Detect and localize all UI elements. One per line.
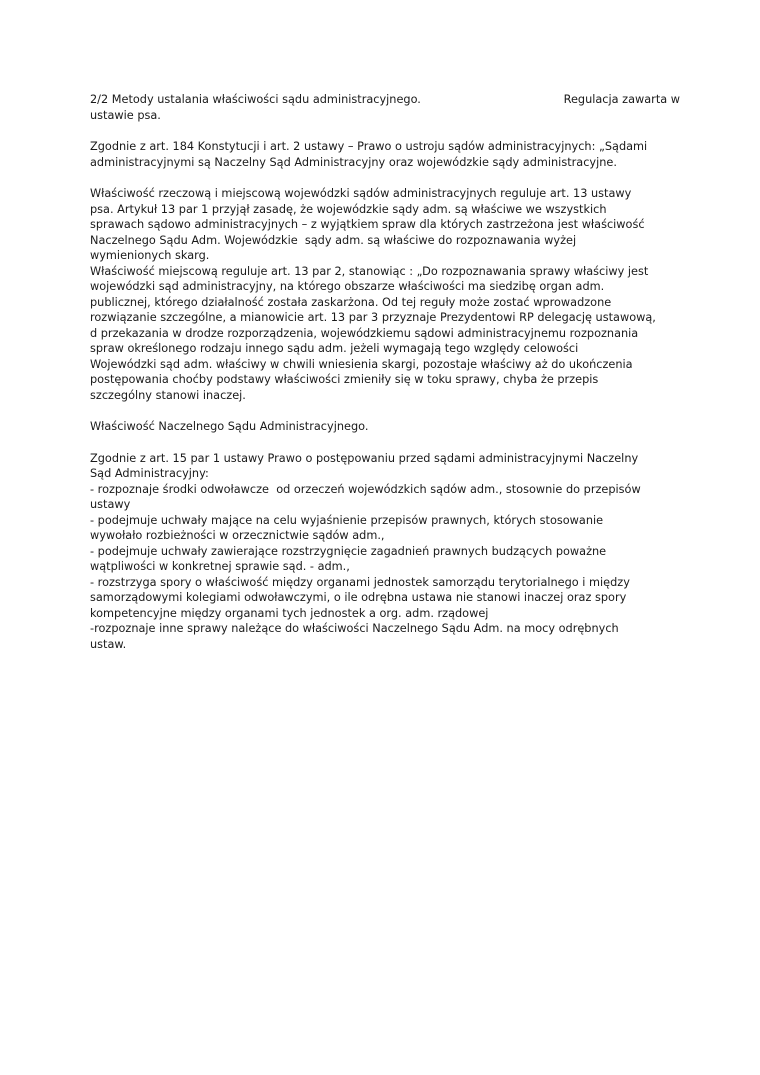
paragraph-jurisdiction [90,186,680,403]
text-line: wojewódzki sąd administracyjny, na którego obszarze właściwości ma siedzibę organ adm. [90,280,605,293]
text-line: wywołało rozbieżności w orzecznictwie sądów adm., [90,529,385,542]
text-line: samorządowymi kolegiami odwoławczymi, o ile odrębna ustawa nie stanowi inaczej oraz spory [90,591,627,604]
text-line: Właściwość rzeczową i miejscową wojewódzki sądów administracyjnych reguluje art. 13 ustawy [90,187,632,200]
text-line: rozwiązanie szczególne, a mianowicie art. 13 par 3 przyznaje Prezydentowi RP delegację ustawową, [90,311,656,324]
text-line: Sąd Administracyjny: [90,467,209,480]
text-line: Właściwość miejscową reguluje art. 13 par 2, stanowiąc : „Do rozpoznawania sprawy właściwy jest [90,264,649,278]
list-item: - rozstrzyga spory o właściwość między organami jednostek samorządu terytorialnego i między [90,575,630,589]
heading-line-2: ustawie psa. [90,108,161,122]
text-line: spraw określonego rodzaju innego sądu adm. jeżeli wymagają tego względy celowości [90,342,579,355]
text-line: Zgodnie z art. 184 Konstytucji i art. 2 ustawy – Prawo o ustroju sądów administracyjnych: „Sądami [90,140,648,153]
text-line: administracyjnymi są Naczelny Sąd Administracyjny oraz wojewódzkie sądy administracyjne. [90,155,617,169]
text-line: wymienionych skarg. [90,249,210,262]
text-line: psa. Artykuł 13 par 1 przyjął zasadę, że wojewódzkie sądy adm. są właściwe we wszystkich [90,202,607,216]
text-line: publicznej, którego działalność została zaskarżona. Od tej reguły może zostać wprowadzone [90,295,612,309]
text-line: d przekazania w drodze rozporządzenia, wojewódzkiemu sądowi administracyjnemu rozpoznania [90,326,639,340]
text-line: Naczelnego Sądu Adm. Wojewódzkie sądy adm. są właściwe do rozpoznawania wyżej [90,233,577,247]
text-line: sprawach sądowo administracyjnych – z wyjątkiem spraw dla których zastrzeżona jest właściwość [90,218,645,231]
text-line: kompetencyjne między organami tych jednostek a org. adm. rządowej [90,606,489,620]
heading-line-1 [90,92,680,108]
list-item: - podejmuje uchwały mające na celu wyjaśnienie przepisów prawnych, których stosowanie [90,513,604,527]
document-page [90,92,680,652]
section-title: Właściwość Naczelnego Sądu Administracyjnego. [90,420,369,433]
list-item: -rozpoznaje inne sprawy należące do właściwości Naczelnego Sądu Adm. na mocy odrębnych [90,622,619,635]
text-line: Zgodnie z art. 15 par 1 ustawy Prawo o postępowaniu przed sądami administracyjnymi Naczelny [90,451,639,465]
text-line: postępowania choćby podstawy właściwości zmieniły się w toku sprawy, chyba że przepis [90,373,599,386]
text-line: ustaw. [90,637,127,651]
heading-title: 2/2 Metody ustalania właściwości sądu administracyjnego. [90,93,421,106]
text-line: szczególny stanowi inaczej. [90,388,246,402]
text-line: wątpliwości w konkretnej sprawie sąd. - adm., [90,560,350,573]
text-line: Wojewódzki sąd adm. właściwy w chwili wniesienia skargi, pozostaje właściwy aż do ukończenia [90,357,633,371]
paragraph-constitution [90,139,680,170]
list-item: - podejmuje uchwały zawierające rozstrzygnięcie zagadnień prawnych budzących poważne [90,544,607,558]
paragraph-nsa-competences [90,451,680,653]
list-item: - rozpoznaje środki odwoławcze od orzeczeń wojewódzkich sądów adm., stosownie do przepisów [90,482,641,496]
text-line: ustawy [90,498,131,511]
heading-note: Regulacja zawarta w [563,93,680,106]
